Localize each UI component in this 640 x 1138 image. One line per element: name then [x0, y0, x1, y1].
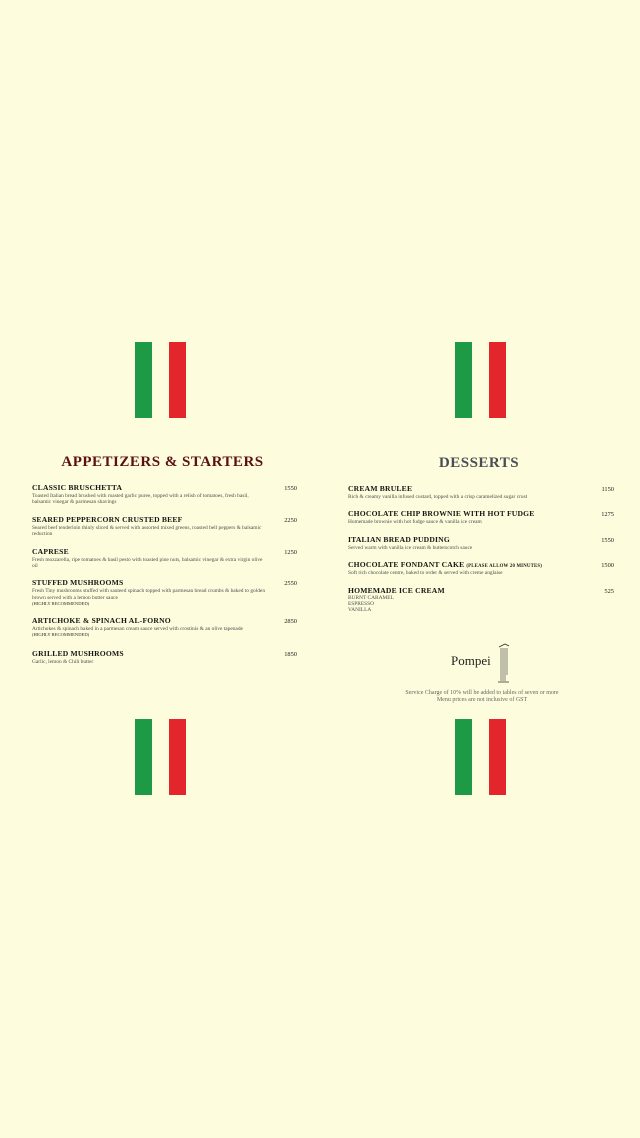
- item-name: CAPRESE: [32, 546, 69, 556]
- item-price: 1250: [284, 548, 297, 556]
- item-name: ARTICHOKE & SPINACH AL-FORNO: [32, 615, 171, 625]
- item-name: ITALIAN BREAD PUDDING: [348, 534, 450, 544]
- flag-green-stripe: [135, 342, 152, 418]
- item-price: 1550: [284, 485, 297, 492]
- item-name: CLASSIC BRUSCHETTA: [32, 483, 123, 492]
- flavor-item: BURNT CARAMEL: [348, 594, 394, 601]
- menu-item: [32, 616, 297, 638]
- flag-red-stripe: [489, 342, 506, 418]
- flag-red-stripe: [169, 342, 186, 418]
- italian-flag-top-left: [135, 342, 187, 418]
- item-name-text: CHOCOLATE FONDANT CAKE: [348, 560, 465, 570]
- appetizers-section: [32, 454, 297, 675]
- menu-item: [348, 586, 614, 613]
- flavor-item: ESPRESSO: [348, 600, 375, 607]
- service-charge-note: Service Charge of 10% will be added to tables of seven or more: [405, 690, 559, 696]
- item-price: 1550: [601, 536, 614, 544]
- menu-item: [32, 649, 297, 665]
- desserts-title: DESSERTS: [438, 455, 520, 471]
- item-description: Served warm with vanilla ice cream & butterscotch sauce: [348, 544, 473, 551]
- desserts-section: [348, 455, 614, 622]
- menu-item: [32, 578, 297, 606]
- pompei-logo: [451, 643, 511, 685]
- item-name: HOMEMADE ICE CREAM: [348, 585, 445, 595]
- item-price: 525: [604, 587, 614, 595]
- item-price: 2550: [284, 580, 297, 588]
- column-pillar-icon: [497, 643, 511, 685]
- item-price: 1850: [284, 651, 297, 659]
- item-price: 2850: [284, 617, 297, 625]
- item-name: GRILLED MUSHROOMS: [32, 649, 124, 659]
- item-description: Homemade brownie with hot fudge sauce & vanilla ice cream: [348, 519, 482, 526]
- item-recommendation: (HIGHLY RECOMMENDED): [32, 632, 90, 638]
- flag-red-stripe: [169, 719, 186, 795]
- italian-flag-bottom-left: [135, 719, 187, 795]
- item-name: [348, 560, 542, 569]
- gst-note: Menu prices are not inclusive of GST: [436, 697, 528, 703]
- menu-item: [348, 535, 614, 551]
- item-recommendation: (HIGHLY RECOMMENDED): [32, 601, 90, 607]
- menu-item: [32, 547, 297, 570]
- logo-text: Pompei: [451, 653, 491, 668]
- item-description: Fresh Tiny mushrooms stuffed with sauteed spinach topped with parmesan bread crumbs & baked to golden brown served with a lemon butter sauce: [32, 588, 266, 601]
- item-note: (PLEASE ALLOW 20 MINUTES): [466, 564, 543, 570]
- item-description: Fresh mozzarella, ripe tomatoes & basil pesto with toasted pine nuts, balsamic vinegar & extra virgin olive oil: [32, 556, 263, 570]
- item-description: Garlic, lemon & Chili butter: [32, 659, 94, 666]
- item-price: 2250: [284, 516, 297, 524]
- item-description: Artichokes & spinach baked in a parmesan cream sauce served with crostinis & an olive tapenade: [32, 625, 243, 632]
- item-description: Toasted Italian bread brushed with roasted garlic puree, topped with a relish of tomatoes, fresh basil, balsamic vinegar & parmesan shavings: [32, 493, 249, 506]
- item-description: Rich & creamy vanilla infused custard, topped with a crisp caramelized sugar crust: [348, 494, 528, 500]
- menu-item: [32, 515, 297, 538]
- item-name: CREAM BRULEE: [348, 484, 413, 493]
- flag-green-stripe: [455, 342, 472, 418]
- item-name: STUFFED MUSHROOMS: [32, 578, 124, 588]
- flag-red-stripe: [489, 719, 506, 795]
- item-price: 1500: [601, 562, 614, 570]
- menu-item: [348, 509, 614, 525]
- flag-green-stripe: [135, 719, 152, 795]
- menu-item: [348, 560, 614, 576]
- flavor-item: VANILLA: [348, 606, 372, 613]
- footer-notes: [350, 690, 614, 704]
- italian-flag-bottom-right: [455, 719, 507, 795]
- appetizers-title: APPETIZERS & STARTERS: [61, 454, 264, 470]
- item-description: Soft rich chocolate centre, baked to order & served with creme anglaise: [348, 570, 503, 577]
- italian-flag-top-right: [455, 342, 507, 418]
- item-name: SEARED PEPPERCORN CRUSTED BEEF: [32, 514, 183, 524]
- item-price: 1275: [601, 511, 614, 519]
- item-description: Seared beef tenderloin thinly sliced & served with assorted mixed greens, roasted bell peppers & balsamic reduction: [32, 524, 262, 538]
- item-name: CHOCOLATE CHIP BROWNIE WITH HOT FUDGE: [348, 509, 535, 519]
- flag-green-stripe: [455, 719, 472, 795]
- menu-item: [348, 484, 614, 500]
- item-price: 1150: [601, 486, 614, 493]
- menu-item: [32, 483, 297, 506]
